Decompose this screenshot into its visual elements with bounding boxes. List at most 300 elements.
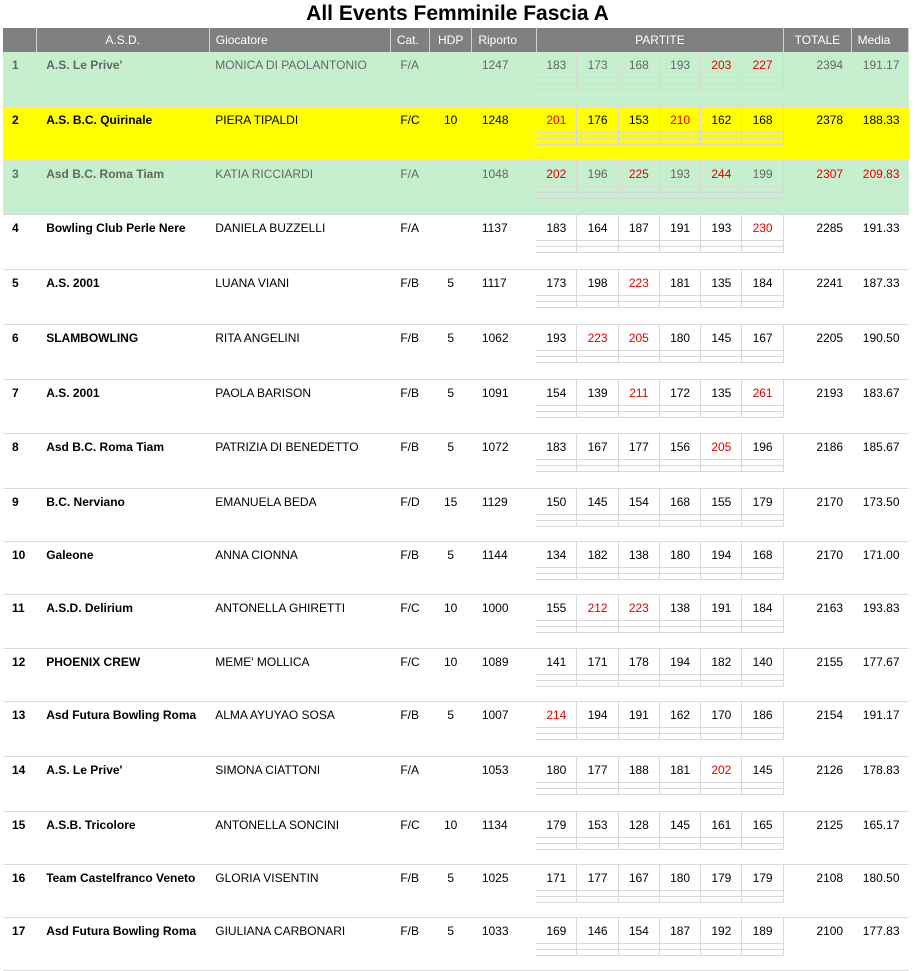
game-subcell <box>536 139 577 145</box>
row-club: A.S.D. Delirium <box>36 594 209 648</box>
row-riporto: 1144 <box>472 541 536 594</box>
row-average: 191.17 <box>851 52 908 106</box>
row-handicap: 5 <box>430 541 472 594</box>
games-grid <box>536 595 784 633</box>
row-average: 180.50 <box>851 864 908 917</box>
game-subcell <box>742 193 783 199</box>
standings-body <box>3 52 909 970</box>
row-position: 4 <box>3 214 36 269</box>
game-score: 168 <box>742 107 783 133</box>
page-title: All Events Femminile Fascia A <box>306 2 609 25</box>
row-club: PHOENIX CREW <box>36 648 209 701</box>
row-games <box>536 811 784 864</box>
games-grid <box>536 161 784 199</box>
row-average: 183.67 <box>851 379 908 433</box>
table-row <box>3 756 909 811</box>
game-subcell <box>660 139 701 145</box>
row-category: F/B <box>390 864 429 917</box>
header-total: TOTALE <box>784 28 851 52</box>
game-score: 138 <box>619 542 660 568</box>
table-row <box>3 433 909 488</box>
row-riporto: 1248 <box>472 106 536 160</box>
row-total: 2170 <box>784 541 851 594</box>
row-category: F/C <box>390 648 429 701</box>
game-subcell <box>660 247 701 253</box>
game-score: 183 <box>536 52 577 78</box>
game-subcell <box>660 193 701 199</box>
table-row <box>3 106 909 160</box>
game-subcell <box>536 574 577 580</box>
row-club: Asd Futura Bowling Roma <box>36 917 209 970</box>
game-subcell <box>701 466 742 472</box>
game-score: 196 <box>742 434 783 460</box>
row-club: Asd B.C. Roma Tiam <box>36 160 209 214</box>
game-subcell <box>742 844 783 850</box>
games-grid <box>536 702 784 740</box>
game-subcell <box>577 302 618 308</box>
table-row <box>3 324 909 379</box>
row-position: 1 <box>3 52 36 106</box>
row-category: F/A <box>390 756 429 811</box>
row-games <box>536 701 784 756</box>
games-grid <box>536 107 784 145</box>
game-subcell <box>619 897 660 903</box>
game-subcell <box>742 357 783 363</box>
row-handicap: 10 <box>430 811 472 864</box>
row-position: 16 <box>3 864 36 917</box>
row-handicap <box>430 160 472 214</box>
row-total: 2108 <box>784 864 851 917</box>
row-average: 173.50 <box>851 488 908 541</box>
game-score: 187 <box>619 215 660 241</box>
game-subcell <box>701 139 742 145</box>
game-score: 155 <box>701 489 742 515</box>
game-score: 156 <box>660 434 701 460</box>
row-category: F/C <box>390 811 429 864</box>
game-score: 145 <box>577 489 618 515</box>
row-player-name: PIERA TIPALDI <box>209 106 390 160</box>
row-average: 177.67 <box>851 648 908 701</box>
game-score: 177 <box>619 434 660 460</box>
game-subcell <box>536 681 577 687</box>
row-club: B.C. Nerviano <box>36 488 209 541</box>
game-score: 145 <box>660 812 701 838</box>
row-player-name: ALMA AYUYAO SOSA <box>209 701 390 756</box>
row-riporto: 1134 <box>472 811 536 864</box>
games-grid <box>536 434 784 472</box>
game-score: 179 <box>742 489 783 515</box>
row-category: F/B <box>390 701 429 756</box>
row-club: Galeone <box>36 541 209 594</box>
header-asd: A.S.D. <box>36 28 209 52</box>
row-club: A.S. B.C. Quirinale <box>36 106 209 160</box>
row-total: 2155 <box>784 648 851 701</box>
game-score: 223 <box>619 270 660 296</box>
row-total: 2100 <box>784 917 851 970</box>
row-player-name: RITA ANGELINI <box>209 324 390 379</box>
game-subcell <box>577 193 618 199</box>
game-subcell <box>701 897 742 903</box>
row-category: F/B <box>390 541 429 594</box>
games-grid <box>536 918 784 956</box>
row-player-name: ANNA CIONNA <box>209 541 390 594</box>
row-player-name: GLORIA VISENTIN <box>209 864 390 917</box>
game-score: 177 <box>577 757 618 783</box>
row-total: 2378 <box>784 106 851 160</box>
game-score: 179 <box>536 812 577 838</box>
game-score: 187 <box>660 918 701 944</box>
game-score: 161 <box>701 812 742 838</box>
row-player-name: DANIELA BUZZELLI <box>209 214 390 269</box>
game-subcell <box>577 139 618 145</box>
game-subcell <box>536 412 577 418</box>
game-score: 140 <box>742 649 783 675</box>
game-score: 194 <box>577 702 618 728</box>
row-games <box>536 594 784 648</box>
game-score: 192 <box>701 918 742 944</box>
game-subcell <box>619 627 660 633</box>
game-subcell <box>742 789 783 795</box>
game-score: 182 <box>701 649 742 675</box>
game-score: 199 <box>742 161 783 187</box>
row-riporto: 1025 <box>472 864 536 917</box>
game-subcell <box>536 193 577 199</box>
game-score: 223 <box>577 325 618 351</box>
game-subcell <box>660 950 701 956</box>
row-total: 2163 <box>784 594 851 648</box>
table-row <box>3 917 909 970</box>
game-score: 135 <box>701 270 742 296</box>
row-handicap: 5 <box>430 269 472 324</box>
row-position: 9 <box>3 488 36 541</box>
row-category: F/D <box>390 488 429 541</box>
row-club: SLAMBOWLING <box>36 324 209 379</box>
row-average: 178.83 <box>851 756 908 811</box>
game-subcell <box>701 412 742 418</box>
row-position: 17 <box>3 917 36 970</box>
game-score: 212 <box>577 595 618 621</box>
row-handicap: 10 <box>430 594 472 648</box>
table-row <box>3 541 909 594</box>
row-riporto: 1137 <box>472 214 536 269</box>
game-score: 203 <box>701 52 742 78</box>
row-club: Asd B.C. Roma Tiam <box>36 433 209 488</box>
game-subcell <box>660 466 701 472</box>
game-subcell <box>742 574 783 580</box>
game-score: 178 <box>619 649 660 675</box>
games-grid <box>536 812 784 850</box>
row-games <box>536 324 784 379</box>
row-player-name: KATIA RICCIARDI <box>209 160 390 214</box>
game-subcell <box>742 139 783 145</box>
game-score: 201 <box>536 107 577 133</box>
game-score: 225 <box>619 161 660 187</box>
row-games <box>536 106 784 160</box>
game-score: 162 <box>701 107 742 133</box>
game-subcell <box>536 789 577 795</box>
row-games <box>536 160 784 214</box>
game-subcell <box>577 897 618 903</box>
header-avg: Media <box>851 28 908 52</box>
row-position: 12 <box>3 648 36 701</box>
game-subcell <box>660 412 701 418</box>
row-club: A.S. Le Prive' <box>36 52 209 106</box>
game-subcell <box>701 627 742 633</box>
game-score: 168 <box>660 489 701 515</box>
row-average: 191.33 <box>851 214 908 269</box>
game-score: 202 <box>701 757 742 783</box>
game-subcell <box>701 302 742 308</box>
game-score: 154 <box>536 380 577 406</box>
game-score: 223 <box>619 595 660 621</box>
row-total: 2241 <box>784 269 851 324</box>
row-club: A.S. 2001 <box>36 269 209 324</box>
row-average: 177.83 <box>851 917 908 970</box>
row-total: 2205 <box>784 324 851 379</box>
row-total: 2154 <box>784 701 851 756</box>
game-subcell <box>577 84 618 90</box>
row-games <box>536 214 784 269</box>
game-score: 182 <box>577 542 618 568</box>
game-subcell <box>619 357 660 363</box>
games-grid <box>536 325 784 363</box>
game-score: 191 <box>660 215 701 241</box>
game-score: 171 <box>536 865 577 891</box>
game-subcell <box>536 950 577 956</box>
row-games <box>536 756 784 811</box>
table-row <box>3 488 909 541</box>
game-score: 188 <box>619 757 660 783</box>
game-score: 184 <box>742 595 783 621</box>
row-category: F/A <box>390 214 429 269</box>
game-score: 155 <box>536 595 577 621</box>
game-subcell <box>742 897 783 903</box>
games-grid <box>536 489 784 527</box>
game-subcell <box>701 734 742 740</box>
game-subcell <box>577 789 618 795</box>
game-score: 210 <box>660 107 701 133</box>
game-score: 230 <box>742 215 783 241</box>
game-score: 205 <box>701 434 742 460</box>
row-average: 209.83 <box>851 160 908 214</box>
game-score: 164 <box>577 215 618 241</box>
game-subcell <box>577 950 618 956</box>
standings-table <box>3 28 909 971</box>
row-riporto: 1007 <box>472 701 536 756</box>
row-handicap <box>430 214 472 269</box>
table-row <box>3 811 909 864</box>
row-average: 193.83 <box>851 594 908 648</box>
row-average: 188.33 <box>851 106 908 160</box>
game-subcell <box>619 412 660 418</box>
row-total: 2307 <box>784 160 851 214</box>
game-score: 135 <box>701 380 742 406</box>
game-subcell <box>619 247 660 253</box>
game-subcell <box>577 466 618 472</box>
header-player: Giocatore <box>209 28 390 52</box>
game-score: 193 <box>660 161 701 187</box>
games-grid <box>536 380 784 418</box>
games-grid <box>536 757 784 795</box>
game-subcell <box>619 302 660 308</box>
row-category: F/A <box>390 52 429 106</box>
game-score: 170 <box>701 702 742 728</box>
game-score: 180 <box>660 325 701 351</box>
game-subcell <box>577 681 618 687</box>
game-subcell <box>660 357 701 363</box>
game-score: 153 <box>619 107 660 133</box>
row-games <box>536 379 784 433</box>
game-score: 244 <box>701 161 742 187</box>
row-total: 2285 <box>784 214 851 269</box>
game-subcell <box>536 734 577 740</box>
game-score: 154 <box>619 489 660 515</box>
row-games <box>536 433 784 488</box>
row-total: 2186 <box>784 433 851 488</box>
game-subcell <box>701 681 742 687</box>
row-player-name: PATRIZIA DI BENEDETTO <box>209 433 390 488</box>
row-handicap: 5 <box>430 917 472 970</box>
game-subcell <box>660 574 701 580</box>
game-subcell <box>619 466 660 472</box>
game-score: 173 <box>577 52 618 78</box>
row-handicap: 15 <box>430 488 472 541</box>
game-score: 146 <box>577 918 618 944</box>
row-position: 10 <box>3 541 36 594</box>
game-score: 167 <box>577 434 618 460</box>
game-score: 180 <box>660 542 701 568</box>
game-score: 193 <box>701 215 742 241</box>
game-score: 168 <box>742 542 783 568</box>
table-row <box>3 52 909 106</box>
row-riporto: 1048 <box>472 160 536 214</box>
row-total: 2394 <box>784 52 851 106</box>
game-score: 193 <box>660 52 701 78</box>
game-score: 145 <box>742 757 783 783</box>
row-club: A.S.B. Tricolore <box>36 811 209 864</box>
game-subcell <box>536 247 577 253</box>
game-score: 183 <box>536 434 577 460</box>
row-average: 171.00 <box>851 541 908 594</box>
row-category: F/C <box>390 594 429 648</box>
game-score: 196 <box>577 161 618 187</box>
game-score: 181 <box>660 757 701 783</box>
game-score: 205 <box>619 325 660 351</box>
game-score: 134 <box>536 542 577 568</box>
game-subcell <box>742 521 783 527</box>
game-subcell <box>701 193 742 199</box>
row-player-name: PAOLA BARISON <box>209 379 390 433</box>
game-score: 128 <box>619 812 660 838</box>
row-average: 185.67 <box>851 433 908 488</box>
game-subcell <box>619 734 660 740</box>
game-subcell <box>660 734 701 740</box>
games-grid <box>536 215 784 253</box>
game-score: 214 <box>536 702 577 728</box>
row-position: 14 <box>3 756 36 811</box>
game-subcell <box>701 950 742 956</box>
row-total: 2126 <box>784 756 851 811</box>
game-score: 183 <box>536 215 577 241</box>
row-riporto: 1072 <box>472 433 536 488</box>
row-position: 2 <box>3 106 36 160</box>
game-score: 150 <box>536 489 577 515</box>
game-score: 172 <box>660 380 701 406</box>
game-score: 154 <box>619 918 660 944</box>
row-average: 187.33 <box>851 269 908 324</box>
row-handicap <box>430 52 472 106</box>
game-score: 202 <box>536 161 577 187</box>
table-row <box>3 214 909 269</box>
row-handicap: 10 <box>430 106 472 160</box>
row-handicap: 5 <box>430 324 472 379</box>
game-score: 165 <box>742 812 783 838</box>
row-games <box>536 269 784 324</box>
row-club: Bowling Club Perle Nere <box>36 214 209 269</box>
row-riporto: 1091 <box>472 379 536 433</box>
game-subcell <box>660 521 701 527</box>
row-position: 6 <box>3 324 36 379</box>
game-subcell <box>742 84 783 90</box>
game-score: 191 <box>619 702 660 728</box>
table-row <box>3 864 909 917</box>
row-games <box>536 917 784 970</box>
game-score: 167 <box>742 325 783 351</box>
game-subcell <box>742 412 783 418</box>
game-score: 186 <box>742 702 783 728</box>
game-subcell <box>701 789 742 795</box>
game-score: 176 <box>577 107 618 133</box>
game-subcell <box>619 139 660 145</box>
game-subcell <box>536 466 577 472</box>
row-games <box>536 52 784 106</box>
game-subcell <box>536 627 577 633</box>
game-score: 191 <box>701 595 742 621</box>
game-score: 180 <box>536 757 577 783</box>
row-player-name: GIULIANA CARBONARI <box>209 917 390 970</box>
table-row <box>3 269 909 324</box>
game-subcell <box>701 247 742 253</box>
row-category: F/B <box>390 324 429 379</box>
game-score: 177 <box>577 865 618 891</box>
row-riporto: 1053 <box>472 756 536 811</box>
row-player-name: SIMONA CIATTONI <box>209 756 390 811</box>
row-games <box>536 488 784 541</box>
row-position: 13 <box>3 701 36 756</box>
game-subcell <box>536 84 577 90</box>
row-riporto: 1033 <box>472 917 536 970</box>
game-subcell <box>660 897 701 903</box>
row-average: 191.17 <box>851 701 908 756</box>
row-total: 2125 <box>784 811 851 864</box>
row-category: F/B <box>390 917 429 970</box>
row-club: Team Castelfranco Veneto <box>36 864 209 917</box>
row-riporto: 1117 <box>472 269 536 324</box>
row-category: F/B <box>390 379 429 433</box>
game-subcell <box>701 84 742 90</box>
game-subcell <box>701 357 742 363</box>
game-subcell <box>619 574 660 580</box>
header-hdp: HDP <box>430 28 472 52</box>
game-score: 139 <box>577 380 618 406</box>
row-games <box>536 864 784 917</box>
game-subcell <box>577 247 618 253</box>
header-pos <box>3 28 36 52</box>
game-score: 194 <box>701 542 742 568</box>
row-player-name: EMANUELA BEDA <box>209 488 390 541</box>
game-score: 167 <box>619 865 660 891</box>
game-subcell <box>701 521 742 527</box>
